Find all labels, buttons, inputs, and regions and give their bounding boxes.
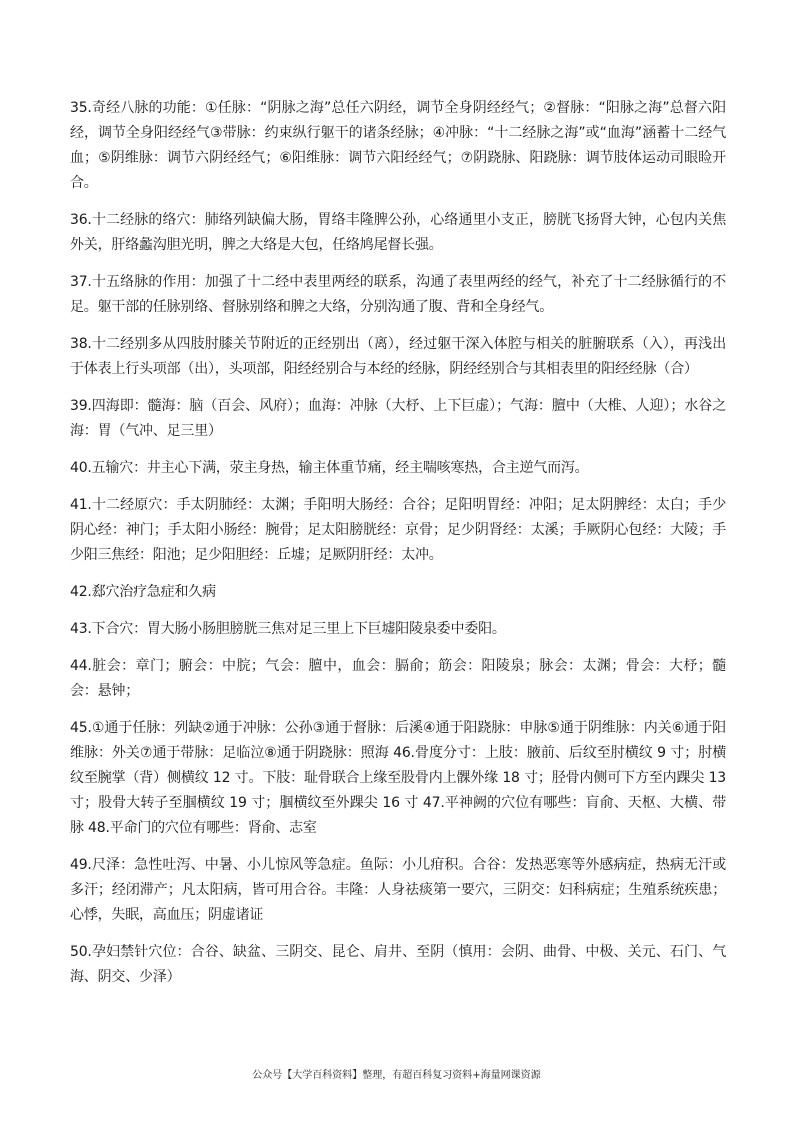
- paragraph-35: 35.奇经八脉的功能：①任脉：“阴脉之海”总任六阴经，调节全身阴经经气；②督脉：“阳脉之海”总督六阳经，调节全身阳经经气③带脉：约束纵行躯干的诸条经脉；④冲脉：“十二经脉之海”或“血海”涵蓄十二经气血；⑤阴维脉：调节六阴经经气；⑥阳维脉：调节六阳经经气；⑦阴跷脉、阳跷脉：调节肢体运动司眼睑开合。: [70, 100, 726, 191]
- paragraph-38: 38.十二经别多从四肢肘膝关节附近的正经别出（离），经过躯干深入体腔与相关的脏腑联系（入），再浅出于体表上行头项部（出），头项部，阳经经别合与本经的经脉，阴经经别合与其相表里的阳经经脉（合）: [70, 336, 726, 377]
- paragraph-39: 39.四海即：髓海：脑（百会、风府）；血海：冲脉（大杼、上下巨虚）；气海：膻中（大椎、人迎）；水谷之海：胃（气冲、足三里）: [70, 398, 726, 439]
- paragraph-36: 36.十二经脉的络穴：肺络列缺偏大肠，胃络丰隆脾公孙，心络通里小支正，膀胱飞扬肾大钟，心包内关焦外关，肝络蠡沟胆光明，脾之大络是大包，任络鸠尾督长强。: [70, 212, 726, 253]
- paragraph-49: 49.尺泽：急性吐泻、中暑、小儿惊风等急症。鱼际：小儿疳积。合谷：发热恶寒等外感病症，热病无汗或多汗；经闭滞产；凡太阳病，皆可用合谷。丰隆：人身祛痰第一要穴，三阴交：妇科病症；生殖系统疾患；心悸，失眠，高血压；阴虚诸证: [70, 857, 726, 923]
- paragraph-40: 40.五输穴：井主心下满，荥主身热，输主体重节痛，经主喘咳寒热，合主逆气而泻。: [70, 460, 589, 476]
- paragraph-42: 42.郄穴治疗急症和久病: [70, 584, 216, 600]
- paragraph-41: 41.十二经原穴：手太阴肺经：太渊；手阳明大肠经：合谷；足阳明胃经：冲阳；足太阴脾经：太白；手少阴心经：神门；手太阳小肠经：腕骨；足太阳膀胱经：京骨；足少阴肾经：太溪；手厥阴心包经：大陵；手少阳三焦经：阳池；足少阳胆经：丘墟；足厥阴肝经：太冲。: [70, 497, 726, 563]
- paragraph-43: 43.下合穴：胃大肠小肠胆膀胱三焦对足三里上下巨墟阳陵泉委中委阳。: [70, 621, 506, 637]
- document-body: [70, 96, 726, 1002]
- paragraph-37: 37.十五络脉的作用：加强了十二经中表里两经的联系，沟通了表里两经的经气，补充了十二经脉循行的不足。躯干部的任脉别络、督脉别络和脾之大络，分别沟通了腹、背和全身经气。: [70, 274, 726, 315]
- page-footer: 公众号【大学百科资料】整理，有超百科复习资料+海量网课资源: [252, 1070, 541, 1081]
- paragraph-44: 44.脏会：章门；腑会：中脘；气会：膻中，血会：膈俞；筋会：阳陵泉；脉会：太渊；骨会：大杼；髓会：悬钟；: [70, 658, 726, 699]
- paragraph-50: 50.孕妇禁针穴位：合谷、缺盆、三阴交、昆仑、肩井、至阴（慎用：会阴、曲骨、中极、关元、石门、气海、阴交、少泽）: [70, 944, 726, 985]
- paragraph-45-48: 45.①通于任脉：列缺②通于冲脉：公孙③通于督脉：后溪④通于阳跷脉：申脉⑤通于阴维脉：内关⑥通于阳维脉：外关⑦通于带脉：足临泣⑧通于阴跷脉：照海 46.骨度分寸：上肢：腋前、后纹至肘横纹 9 寸；肘横纹至腕掌（背）侧横纹 12 寸。下肢：耻骨联合上缘至股骨内上髁外缘 18 寸；胫骨内侧可下方至内踝尖 13 寸；股骨大转子至腘横纹 19 寸；腘横纹至外踝尖 16 寸 47.平神阙的穴位有哪些：肓俞、天枢、大横、带脉 48.平命门的穴位有哪些：肾俞、志室: [70, 720, 726, 836]
